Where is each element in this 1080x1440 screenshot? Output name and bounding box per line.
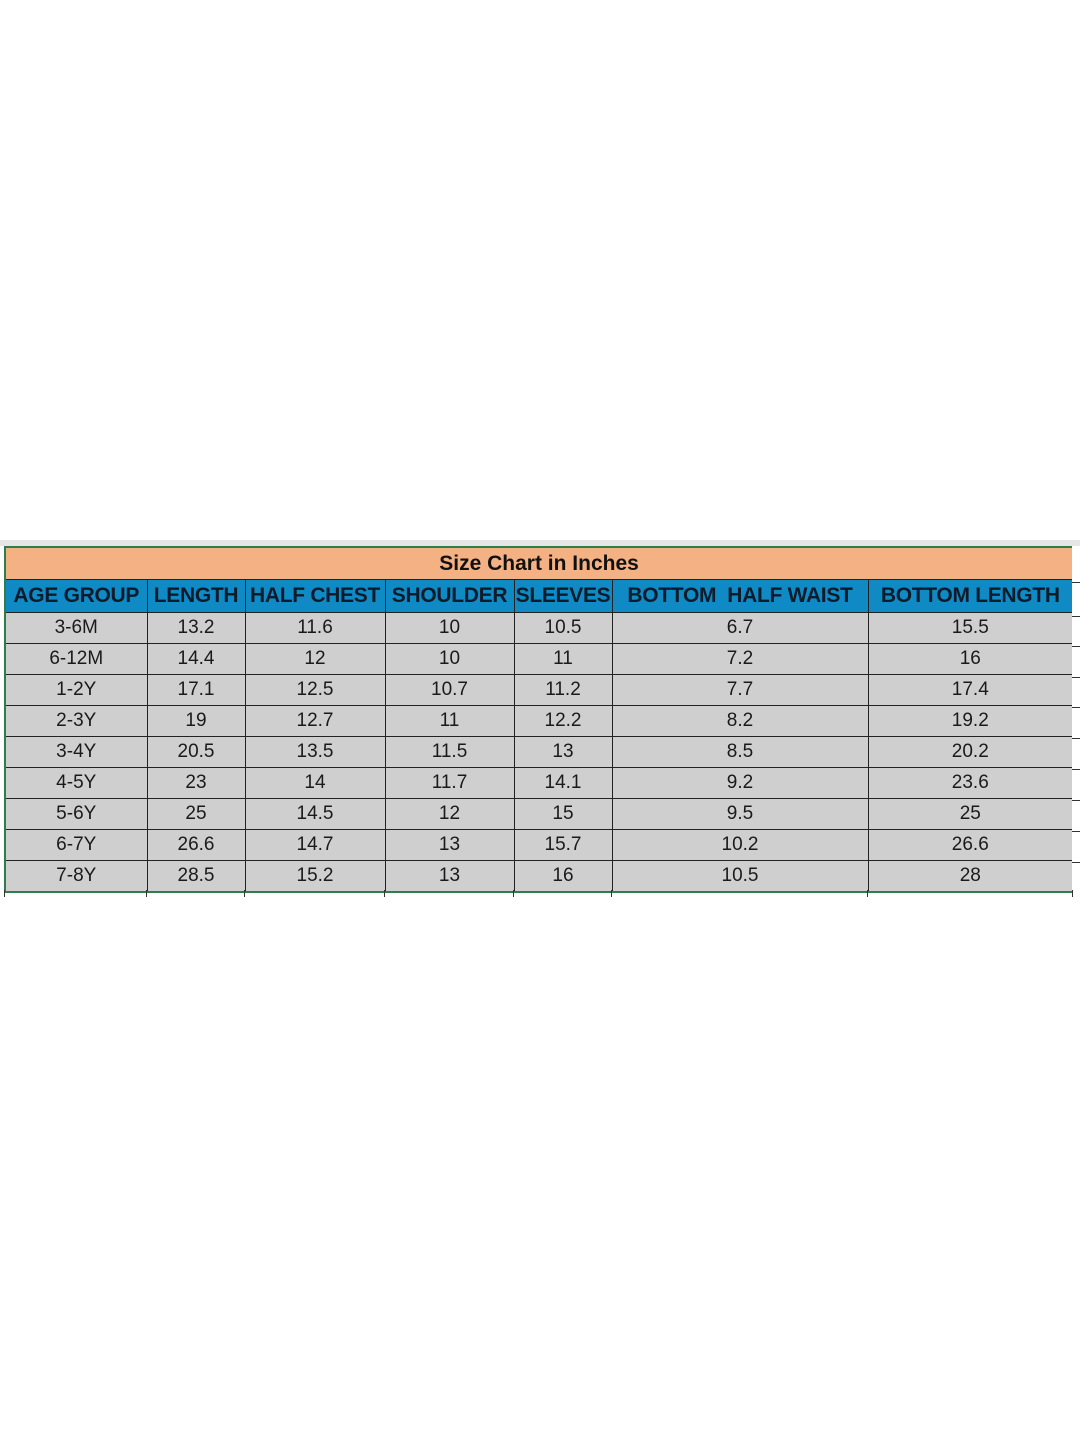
table-cell[interactable]: 8.5 [612,737,868,768]
table-cell[interactable]: 10.7 [385,675,514,706]
table-title[interactable]: Size Chart in Inches [5,547,1073,580]
table-cell[interactable]: 17.4 [868,675,1073,706]
table-row [5,644,1073,675]
table-cell[interactable]: 10 [385,613,514,644]
table-cell[interactable]: 19 [147,706,245,737]
table-cell[interactable]: 13.2 [147,613,245,644]
table-row [5,830,1073,861]
table-cell[interactable]: 26.6 [868,830,1073,861]
table-cell[interactable]: 13 [514,737,612,768]
table-cell[interactable]: 14.4 [147,644,245,675]
table-cell[interactable]: 25 [868,799,1073,830]
table-cell[interactable]: 5-6Y [5,799,147,830]
column-header[interactable]: AGE GROUP [5,580,147,613]
table-row [5,737,1073,768]
table-cell[interactable]: 9.2 [612,768,868,799]
table-cell[interactable]: 14.7 [245,830,385,861]
table-cell[interactable]: 19.2 [868,706,1073,737]
table-cell[interactable]: 12 [385,799,514,830]
table-cell[interactable]: 20.2 [868,737,1073,768]
table-cell[interactable]: 15 [514,799,612,830]
table-cell[interactable]: 7.7 [612,675,868,706]
table-cell[interactable]: 11.5 [385,737,514,768]
table-cell[interactable]: 26.6 [147,830,245,861]
table-cell[interactable]: 28.5 [147,861,245,893]
table-cell[interactable]: 20.5 [147,737,245,768]
table-cell[interactable]: 28 [868,861,1073,893]
table-cell[interactable]: 10.5 [514,613,612,644]
spreadsheet-grid-bottom [0,890,1080,898]
spreadsheet-area [0,540,1080,900]
spreadsheet-grid-right [1072,546,1080,896]
table-cell[interactable]: 25 [147,799,245,830]
column-header[interactable]: BOTTOM HALF WAIST [612,580,868,613]
table-cell[interactable]: 6-7Y [5,830,147,861]
table-cell[interactable]: 12.2 [514,706,612,737]
header-row [5,580,1073,613]
table-cell[interactable]: 11 [385,706,514,737]
table-cell[interactable]: 11.6 [245,613,385,644]
table-cell[interactable]: 15.5 [868,613,1073,644]
table-cell[interactable]: 2-3Y [5,706,147,737]
table-cell[interactable]: 4-5Y [5,768,147,799]
table-cell[interactable]: 8.2 [612,706,868,737]
table-cell[interactable]: 10 [385,644,514,675]
column-header[interactable]: LENGTH [147,580,245,613]
table-cell[interactable]: 10.5 [612,861,868,893]
table-cell[interactable]: 14.1 [514,768,612,799]
table-cell[interactable]: 13.5 [245,737,385,768]
table-cell[interactable]: 15.2 [245,861,385,893]
table-cell[interactable]: 23 [147,768,245,799]
title-row [5,547,1073,580]
table-cell[interactable]: 7.2 [612,644,868,675]
table-cell[interactable]: 1-2Y [5,675,147,706]
table-row [5,861,1073,893]
table-cell[interactable]: 9.5 [612,799,868,830]
table-row [5,613,1073,644]
table-cell[interactable]: 10.2 [612,830,868,861]
table-cell[interactable]: 12.7 [245,706,385,737]
table-cell[interactable]: 3-4Y [5,737,147,768]
table-cell[interactable]: 11 [514,644,612,675]
table-cell[interactable]: 15.7 [514,830,612,861]
table-cell[interactable]: 23.6 [868,768,1073,799]
table-cell[interactable]: 12.5 [245,675,385,706]
column-header[interactable]: HALF CHEST [245,580,385,613]
table-row [5,799,1073,830]
table-row [5,706,1073,737]
table-cell[interactable]: 14.5 [245,799,385,830]
table-cell[interactable]: 13 [385,861,514,893]
table-cell[interactable]: 14 [245,768,385,799]
table-cell[interactable]: 6.7 [612,613,868,644]
table-cell[interactable]: 13 [385,830,514,861]
table-cell[interactable]: 16 [868,644,1073,675]
table-cell[interactable]: 11.7 [385,768,514,799]
table-row [5,675,1073,706]
table-cell[interactable]: 7-8Y [5,861,147,893]
table-cell[interactable]: 6-12M [5,644,147,675]
column-header[interactable]: SLEEVES [514,580,612,613]
size-chart-table[interactable] [4,546,1074,893]
table-cell[interactable]: 3-6M [5,613,147,644]
table-cell[interactable]: 12 [245,644,385,675]
table-cell[interactable]: 16 [514,861,612,893]
table-row [5,768,1073,799]
table-cell[interactable]: 17.1 [147,675,245,706]
column-header[interactable]: BOTTOM LENGTH [868,580,1073,613]
column-header[interactable]: SHOULDER [385,580,514,613]
table-cell[interactable]: 11.2 [514,675,612,706]
